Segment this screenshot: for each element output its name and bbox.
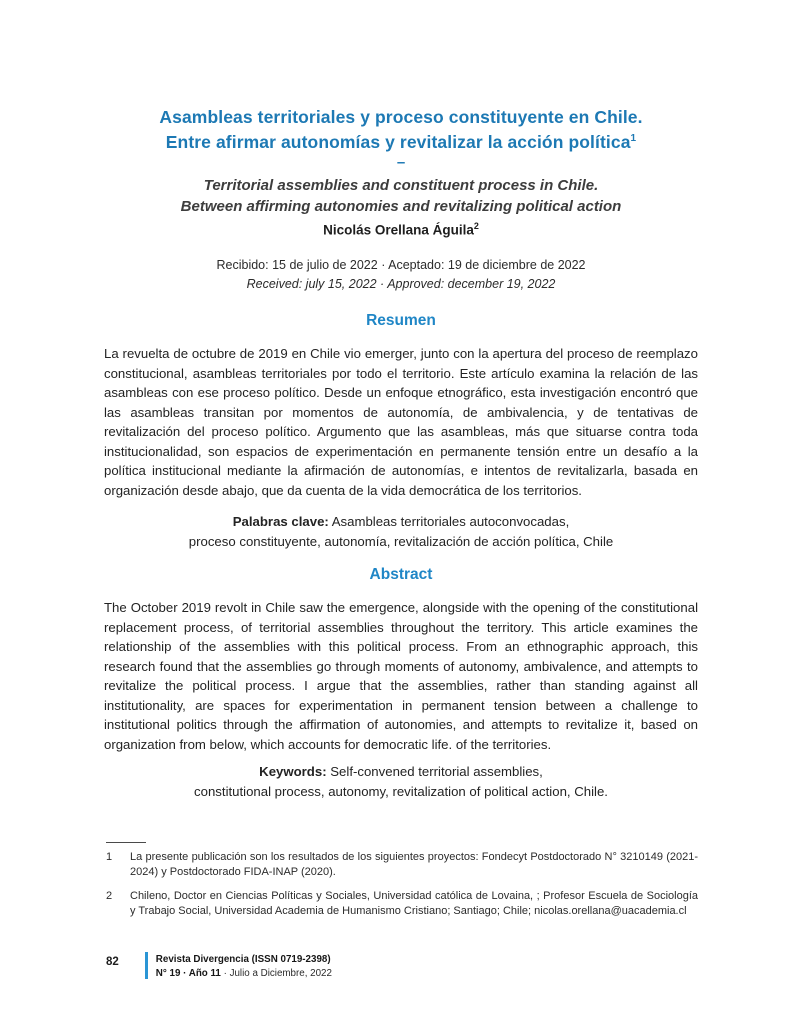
footer-accent-bar — [145, 952, 148, 979]
page-number: 82 — [106, 956, 119, 968]
heading-abstract: Abstract — [369, 566, 433, 583]
footnote-2-number: 2 — [106, 890, 113, 902]
page-subtitle-line2: Between affirming autonomies and revitalizing political action — [180, 198, 622, 215]
keywords-english-label: Keywords: — [259, 764, 327, 779]
page-subtitle-line1: Territorial assemblies and constituent process in Chile. — [203, 177, 599, 194]
journal-issue-date: · Julio a Diciembre, 2022 — [220, 967, 332, 979]
dates-spanish: Recibido: 15 de julio de 2022 · Aceptado: 19 de diciembre de 2022 — [216, 258, 586, 272]
footnote-divider — [106, 842, 146, 843]
submission-dates — [104, 256, 698, 294]
footnotes-section — [104, 842, 698, 928]
title-footnote-ref: 1 — [630, 133, 637, 144]
journal-issue: N° 19 · Año 11 — [155, 967, 221, 979]
journal-info — [156, 952, 332, 980]
keywords-spanish-label: Palabras clave: — [232, 514, 329, 529]
page-subtitle — [104, 175, 698, 217]
author-footnote-ref: 2 — [473, 221, 479, 231]
dates-english: Received: july 15, 2022 · Approved: december 19, 2022 — [246, 277, 556, 291]
title-separator-dash: – — [396, 154, 406, 171]
author-name: Nicolás Orellana Águila$^2$ — [323, 221, 479, 238]
page-title-line2: Entre afirmar autonomías y revitalizar la acción política$^1$ — [165, 131, 637, 152]
page-title — [104, 106, 698, 153]
footnote-2 — [104, 889, 698, 919]
footnote-1 — [104, 850, 698, 880]
resumen-paragraph: La revuelta de octubre de 2019 en Chile vio emerger, junto con la apertura del proceso de reemplazo constitucional, asambleas territoriales por todo el territorio. Este artículo examina la relación de las asambleas con ese proceso político. Desde un enfoque etnográfico, esta investigación encontró que las asambleas transitan por momentos de autonomía, de ambivalencia, y de tentativas de revitalización del proceso político. Argumento que las asambleas, más que situarse contra toda institucionalidad, son espacios de experimentación en permanente tensión entre un desafío a la política institucional mediante la afirmación de autonomías, e intentos de revitalizarla, basada en organización desde abajo, que da cuenta de la vida democrática de los territorios. — [104, 346, 698, 498]
abstract-paragraph: The October 2019 revolt in Chile saw the emergence, alongside with the opening of the constitutional replacement process, of territorial assemblies throughout the territory. This article examines the relationship of the assemblies with this political process. From an ethnographic approach, this research found that the assemblies go through moments of autonomy, ambivalence, and attempts to revitalize the political process. I argue that the assemblies, rather than standing against all institutionality, are spaces for experimentation in permanent tension between a challenge to institutional politics through the affirmation of autonomies, and attempts to revitalize it, based on organization from below, which accounts for democratic life. of the territories. — [104, 600, 698, 752]
page-title-line1: Asambleas territoriales y proceso constituyente en Chile. — [159, 107, 643, 127]
footnote-2-text: Chileno, Doctor en Ciencias Políticas y Sociales, Universidad católica de Lovaina, ; Profesor Escuela de Sociología y Trabajo Social, Universidad Academia de Humanismo Cristiano; Santiago; Chile; nicolas.orellana@uacademia.cl — [130, 890, 698, 917]
page-footer — [106, 952, 332, 980]
footnote-1-number: 1 — [106, 851, 113, 863]
keywords-english: Keywords: Self-convened territorial assemblies, constitutional process, autonomy, revitalization of political action, Chile. — [194, 764, 608, 799]
keywords-spanish: Palabras clave: Asambleas territoriales autoconvocadas, proceso constituyente, autonomía, revitalización de acción política, Chile — [188, 514, 614, 549]
footnote-1-text: La presente publicación son los resultados de los siguientes proyectos: Fondecyt Postdoctorado N° 3210149 (2021-2024) y Postdoctorado FIDA-INAP (2020). — [130, 851, 698, 878]
heading-resumen: Resumen — [366, 312, 436, 329]
journal-name: Revista Divergencia (ISSN 0719-2398) — [155, 954, 331, 965]
